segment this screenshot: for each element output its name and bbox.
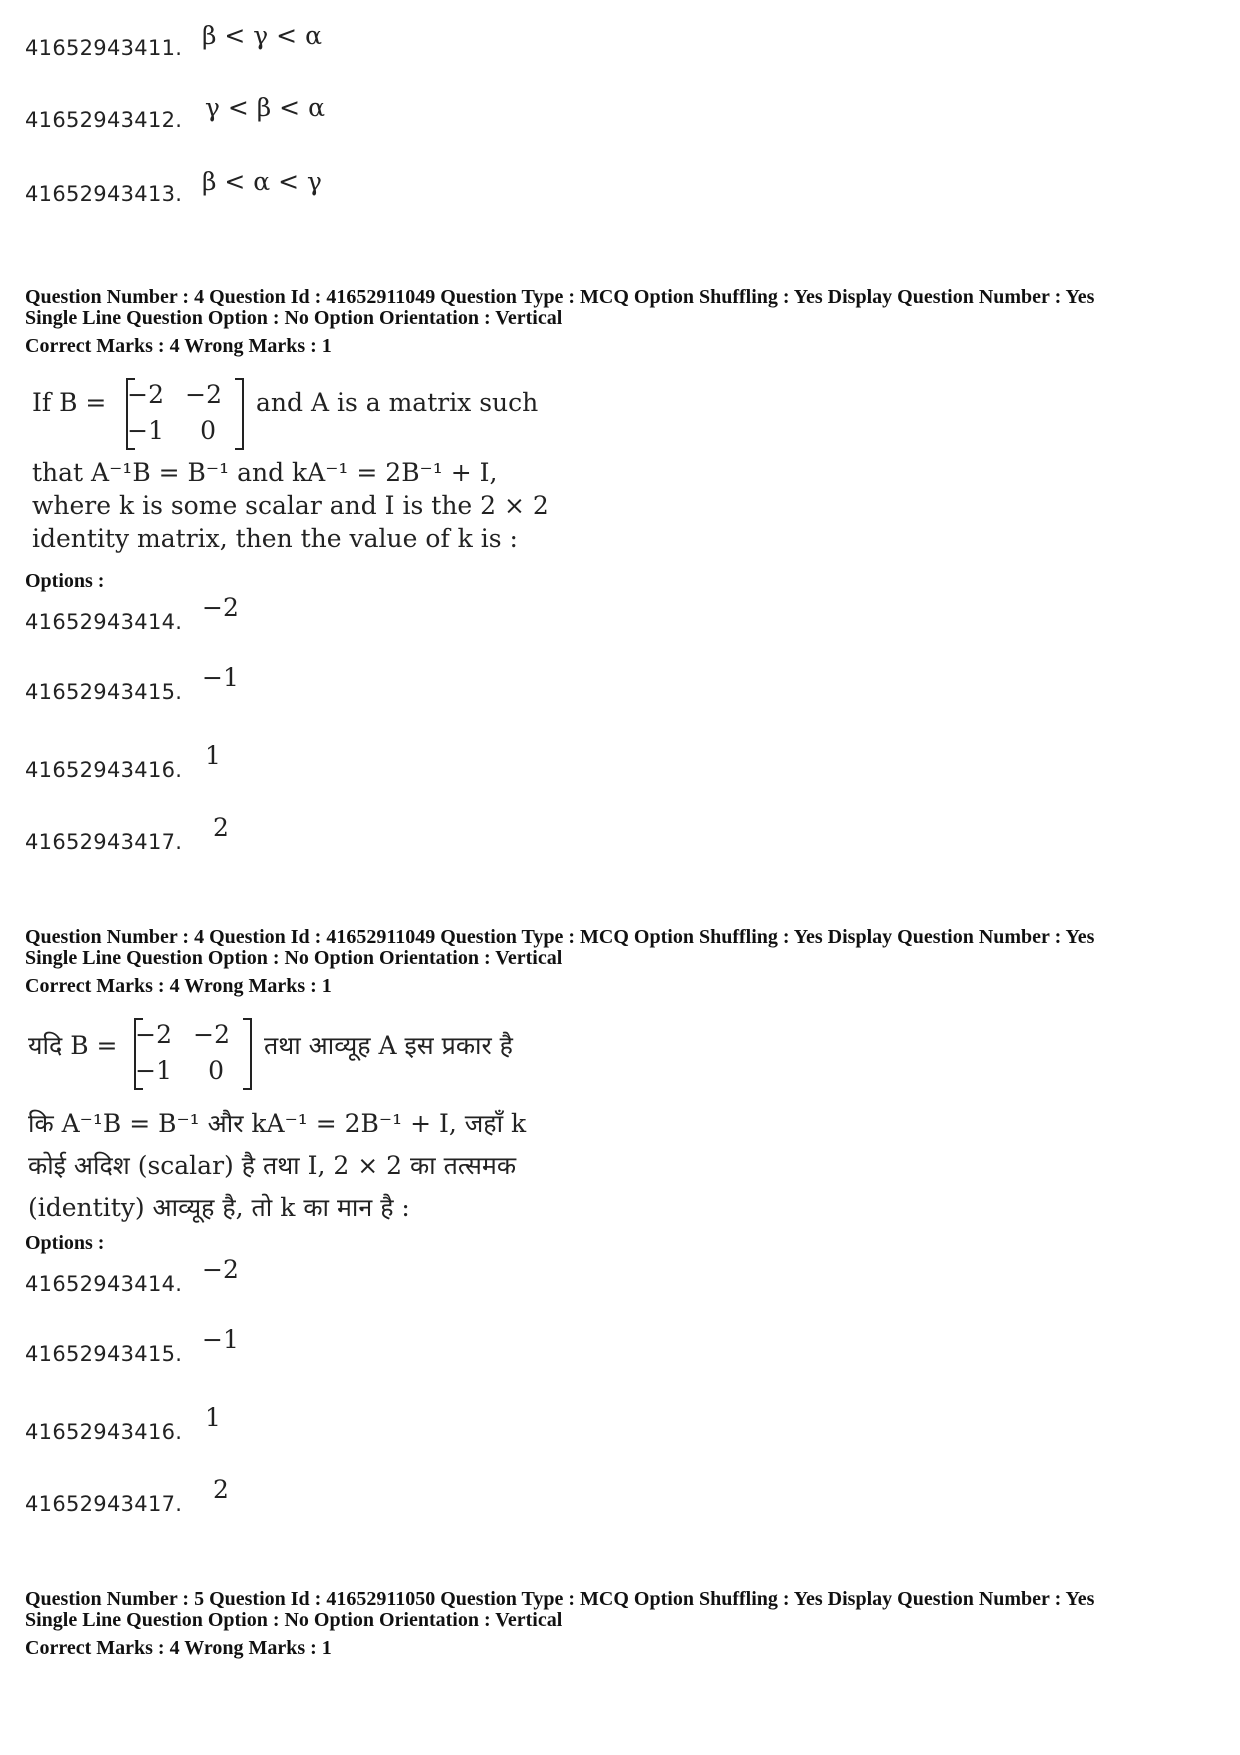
option-id: 41652943415. <box>25 1342 183 1366</box>
option-value: −2 <box>202 1255 239 1284</box>
options-label: Options : <box>25 570 105 592</box>
question-meta-line: Single Line Question Option : No Option Orientation : Vertical <box>25 307 563 329</box>
matrix-cell: −1 <box>135 1056 172 1085</box>
question-text-suffix: तथा आव्यूह A इस प्रकार है <box>264 1031 513 1060</box>
matrix-cell: −1 <box>127 416 164 445</box>
question-text-line: where k is some scalar and I is the 2 × 2 <box>32 491 549 520</box>
option-row <box>25 1404 425 1444</box>
matrix-cell: −2 <box>127 380 164 409</box>
matrix-cell: 0 <box>208 1056 224 1085</box>
option-id: 41652943417. <box>25 830 183 854</box>
option-value: γ < β < α <box>205 93 325 122</box>
matrix-b <box>126 378 244 448</box>
option-id: 41652943414. <box>25 1272 183 1296</box>
option-id: 41652943412. <box>25 108 183 132</box>
option-value: −1 <box>202 663 239 692</box>
question-text-line: that A⁻¹B = B⁻¹ and kA⁻¹ = 2B⁻¹ + I, <box>32 458 498 487</box>
option-id: 41652943416. <box>25 758 183 782</box>
option-id: 41652943417. <box>25 1492 183 1516</box>
option-value: β < γ < α <box>202 21 322 50</box>
question-meta-line: Single Line Question Option : No Option Orientation : Vertical <box>25 1609 563 1631</box>
option-value: 1 <box>205 741 221 770</box>
option-row <box>25 814 425 854</box>
question-meta-line: Single Line Question Option : No Option Orientation : Vertical <box>25 947 563 969</box>
question-text-line: कि A⁻¹B = B⁻¹ और kA⁻¹ = 2B⁻¹ + I, जहाँ k <box>28 1109 527 1138</box>
question-marks-line: Correct Marks : 4 Wrong Marks : 1 <box>25 1637 332 1659</box>
question-text-line: identity matrix, then the value of k is : <box>32 524 518 553</box>
option-row <box>25 664 425 704</box>
option-row <box>25 1326 425 1366</box>
option-id: 41652943413. <box>25 182 183 206</box>
option-row <box>25 1256 425 1296</box>
question-marks-line: Correct Marks : 4 Wrong Marks : 1 <box>25 975 332 997</box>
question-text-suffix: and A is a matrix such <box>256 388 539 417</box>
question-text <box>28 1020 548 1222</box>
question-meta-line: Question Number : 5 Question Id : 41652911050 Question Type : MCQ Option Shuffling : Yes Display Question Number : Yes <box>25 1588 1095 1610</box>
option-value: −1 <box>202 1325 239 1354</box>
question-text-line: कोई अदिश (scalar) है तथा I, 2 × 2 का तत्समक <box>28 1151 517 1180</box>
options-label: Options : <box>25 1232 105 1254</box>
matrix-right-bracket <box>243 1018 252 1090</box>
option-row <box>25 20 425 60</box>
option-row <box>25 1476 425 1516</box>
matrix-cell: −2 <box>193 1020 230 1049</box>
option-id: 41652943414. <box>25 610 183 634</box>
option-row <box>25 594 425 634</box>
matrix-right-bracket <box>235 378 244 450</box>
option-row <box>25 92 425 132</box>
option-id: 41652943416. <box>25 1420 183 1444</box>
option-value: 2 <box>213 813 229 842</box>
question-text-prefix: यदि B = <box>28 1031 118 1060</box>
question-text-prefix: If B = <box>32 388 107 417</box>
matrix-cell: −2 <box>185 380 222 409</box>
question-text-line: (identity) आव्यूह है, तो k का मान है : <box>28 1193 410 1222</box>
matrix-cell: −2 <box>135 1020 172 1049</box>
question-meta-line: Question Number : 4 Question Id : 41652911049 Question Type : MCQ Option Shuffling : Yes Display Question Number : Yes <box>25 926 1095 948</box>
question-meta-line: Question Number : 4 Question Id : 41652911049 Question Type : MCQ Option Shuffling : Yes Display Question Number : Yes <box>25 286 1095 308</box>
question-marks-line: Correct Marks : 4 Wrong Marks : 1 <box>25 335 332 357</box>
question-text <box>28 380 549 553</box>
option-id: 41652943411. <box>25 36 183 60</box>
option-value: −2 <box>202 593 239 622</box>
option-row <box>25 742 425 782</box>
matrix-b <box>134 1018 252 1088</box>
option-value: 1 <box>205 1403 221 1432</box>
option-id: 41652943415. <box>25 680 183 704</box>
option-value: 2 <box>213 1475 229 1504</box>
option-value: β < α < γ <box>202 167 322 196</box>
option-row <box>25 166 425 206</box>
matrix-cell: 0 <box>200 416 216 445</box>
